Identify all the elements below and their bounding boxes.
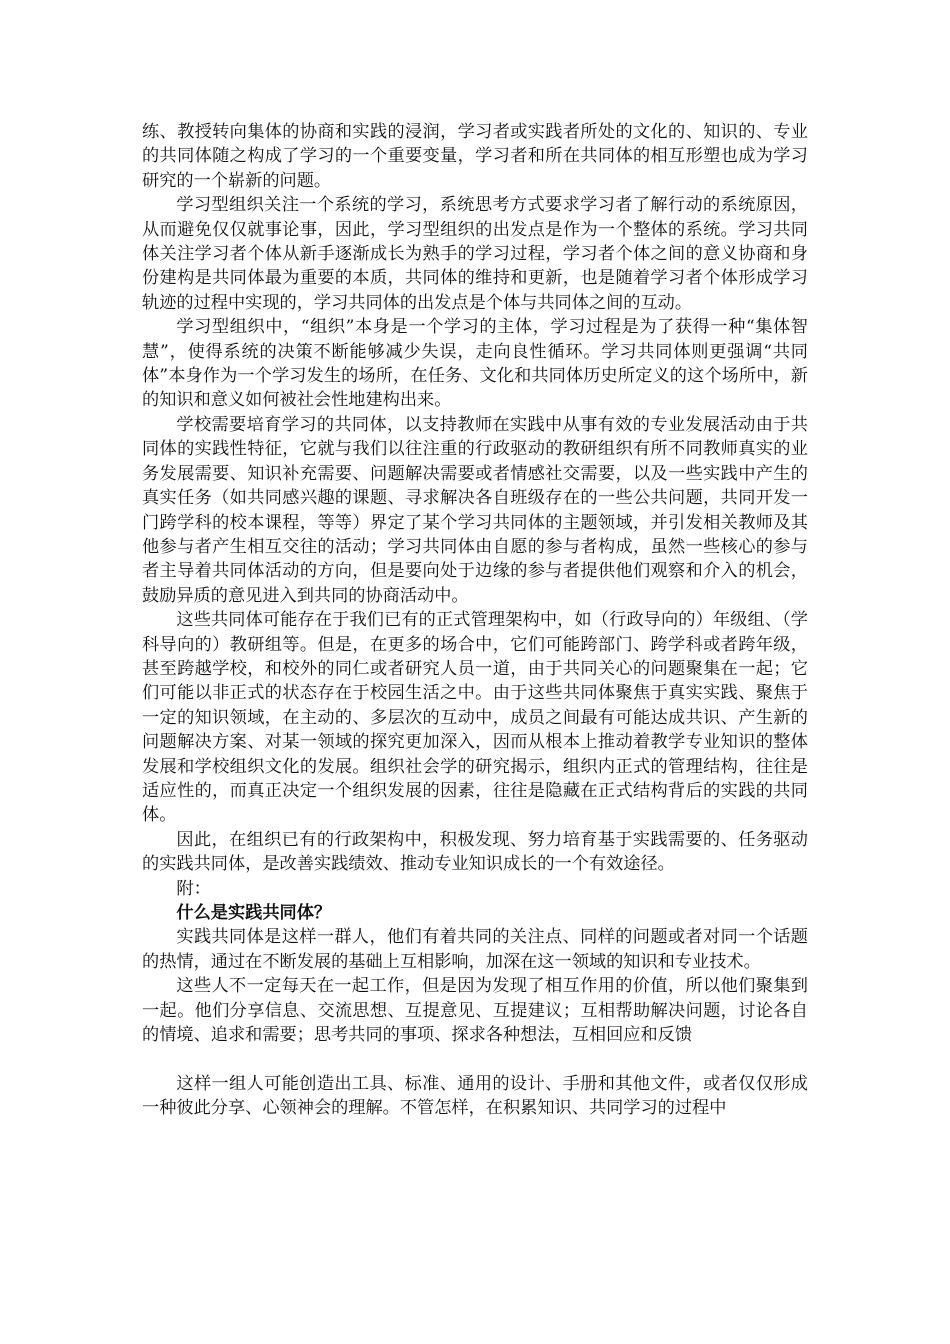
paragraph-learning-organization-system: 学习型组织关注一个系统的学习，系统思考方式要求学习者了解行动的系统原因，从而避免仅仅就事论事，因此，学习型组织的出发点是作为一个整体的系统。学习共同体关注学习者个体从新手逐渐成长为熟手的学习过程，学习者个体之间的意义协商和身份建构是共同体最为重要的本质，共同体的维持和更新，也是随着学习者个体形成学习轨迹的过程中实现的，学习共同体的出发点是个体与共同体之间的互动。 (142, 195, 808, 313)
section-heading: 什么是实践共同体？ (176, 903, 332, 923)
paragraph-artifacts: 这样一组人可能创造出工具、标准、通用的设计、手册和其他文件，或者仅仅形成一种彼此分享、心领神会的理解。不管怎样，在积累知识、共同学习的过程中 (142, 1073, 808, 1119)
paragraph-spacer (142, 1047, 808, 1071)
paragraph-continuation: 练、教授转向集体的协商和实践的浸润，学习者或实践者所处的文化的、知识的、专业的共同体随之构成了学习的一个重要变量，学习者和所在共同体的相互形塑也成为学习研究的一个崭新的问题。 (142, 122, 808, 191)
paragraph-organization-vs-community: 学习型组织中，“组织”本身是一个学习的主体，学习过程是为了获得一种“集体智慧”，使得系统的决策不断能够减少失误，走向良性循环。学习共同体则更强调“共同体”本身作为一个学习发生的场所，在任务、文化和共同体历史所定义的这个场所中，新的知识和意义如何被社会性地建构出来。 (142, 317, 808, 411)
document-page (142, 120, 808, 1121)
appendix-label: 附： (176, 878, 211, 899)
paragraph-interaction: 这些人不一定每天在一起工作，但是因为发现了相互作用的价值，所以他们聚集到一起。他们分享信息、交流思想、互提意见、互提建议；互相帮助解决问题，讨论各自的情境、追求和需要；思考共同的事项、探求各种想法，互相回应和反馈 (142, 976, 808, 1046)
paragraph-definition: 实践共同体是这样一群人，他们有着共同的关注点、同样的问题或者对同一个话题的热情，通过在不断发展的基础上互相影响，加深在这一领域的知识和专业技术。 (142, 927, 808, 972)
paragraph-school-cultivate-community: 学校需要培育学习的共同体，以支持教师在实践中从事有效的专业发展活动由于共同体的实践性特征，它就与我们以往注重的行政驱动的教研组织有所不同教师真实的业务发展需要、知识补充需要、问题解决需要或者情感社交需要，以及一些实践中产生的真实任务（如共同感兴趣的课题、寻求解决各自班级存在的一些公共问题，共同开发一门跨学科的校本课程，等等）界定了某个学习共同体的主题领域，并引发相关教师及其他参与者产生相互交往的活动；学习共同体由自愿的参与者构成，虽然一些核心的参与者主导着共同体活动的方向，但是要向处于边缘的参与者提供他们观察和介入的机会，鼓励异质的意见进入到共同的协商活动中。 (142, 414, 808, 606)
paragraph-conclusion: 因此，在组织已有的行政架构中，积极发现、努力培育基于实践需要的、任务驱动的实践共同体，是改善实践绩效、推动专业知识成长的一个有效途径。 (142, 829, 808, 875)
paragraph-community-structures: 这些共同体可能存在于我们已有的正式管理架构中，如（行政导向的）年级组、（学科导向的）教研组等。但是，在更多的场合中，它们可能跨部门、跨学科或者跨年级，甚至跨越学校，和校外的同仁或者研究人员一道，由于共同关心的问题聚集在一起；它们可能以非正式的状态存在于校园生活之中。由于这些共同体聚焦于真实实践、聚焦于一定的知识领域，在主动的、多层次的互动中，成员之间最有可能达成共识、产生新的问题解决方案、对某一领域的探究更加深入，因而从根本上推动着教学专业知识的整体发展和学校组织文化的发展。组织社会学的研究揭示，组织内正式的管理结构，往往是适应性的，而真正决定一个组织发展的因素，往往是隐藏在正式结构背后的实践的共同体。 (142, 610, 808, 826)
